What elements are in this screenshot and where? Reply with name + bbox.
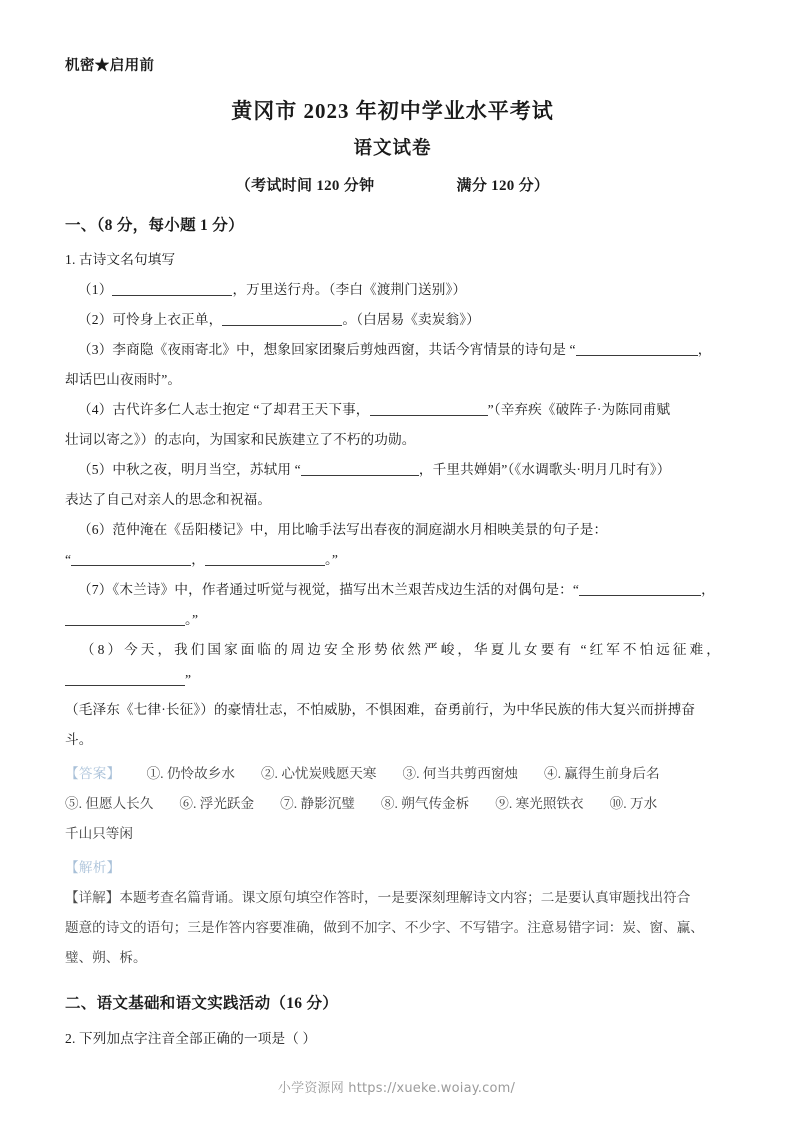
exam-duration: （考试时间 120 分钟 (235, 177, 375, 194)
item-5-suffix: ，千里共婵娟”（《水调歌头·明月几时有》） (418, 462, 671, 478)
answer-item: ③. 何当共剪西窗烛 (402, 766, 519, 782)
item-3-suffix: ， (697, 342, 712, 358)
answer-blank[interactable] (112, 281, 232, 296)
answer-item: ⑦. 静影沉璧 (280, 796, 355, 812)
answer-item: ②. 心忧炭贱愿天寒 (260, 766, 377, 782)
answer-item: ⑧. 朔气传金柝 (380, 796, 470, 812)
answer-item: ⑨. 寒光照铁衣 (495, 796, 584, 812)
question-2-stem: 2. 下列加点字注音全部正确的一项是（ ） (65, 1031, 317, 1047)
question-1-item-3 (65, 335, 720, 365)
item-4-suffix: ”（辛弃疾《破阵子·为陈同甫赋 (487, 402, 671, 418)
section-heading-two: 二、语文基础和语文实践活动（16 分） (65, 995, 339, 1013)
answer-blank[interactable] (71, 551, 191, 566)
exam-meta (65, 174, 720, 195)
question-1-item-8 (65, 635, 720, 695)
question-1-stem: 1. 古诗文名句填写 (65, 252, 176, 268)
answer-row-1 (65, 759, 720, 789)
question-1-item-7 (65, 575, 720, 605)
analysis-detail-line-3: 璧、朔、柝。 (65, 950, 147, 966)
item-6-open-quote: “ (65, 552, 72, 568)
answer-blank[interactable] (579, 581, 701, 596)
answer-blank[interactable] (301, 461, 419, 476)
question-1-item-8-line2: （毛泽东《七律·长征》）的豪情壮志，不怕威胁，不惧困难，奋勇前行，为中华民族的伟大复兴而拼搏奋 (65, 702, 696, 718)
item-6-close-quote: 。” (324, 552, 339, 568)
answer-tag: 【答案】 (65, 766, 121, 782)
question-1-item-5-line2: 表达了自己对亲人的思念和祝福。 (65, 492, 272, 508)
confidential-label: 机密★启用前 (65, 58, 155, 74)
answer-blank[interactable] (65, 611, 185, 626)
question-1-item-4 (65, 395, 720, 425)
item-3-prefix: （3）李商隐《夜雨寄北》中，想象回家团聚后剪烛西窗，共话今宵情景的诗句是 “ (78, 342, 576, 358)
item-7-line2-suffix: 。” (185, 612, 199, 628)
exam-full-marks: 满分 120 分） (456, 177, 550, 194)
question-1-item-6-blanks (65, 545, 720, 575)
item-5-prefix: （5）中秋之夜，明月当空，苏轼用 “ (78, 462, 301, 478)
answer-row-3: 千山只等闲 (65, 826, 133, 842)
item-1-suffix: ，万里送行舟。（李白《渡荆门送别》） (232, 282, 467, 298)
question-1-item-5 (65, 455, 720, 485)
page-content (65, 0, 720, 1054)
answer-item: ⑥. 浮光跃金 (179, 796, 255, 812)
analysis-text: 本题考查名篇背诵。课文原句填空作答时，一是要深刻理解诗文内容；二是要认真审题找出符合 (119, 890, 691, 906)
answer-blank[interactable] (65, 671, 185, 686)
item-2-suffix: 。（白居易《卖炭翁》） (342, 312, 480, 328)
item-7-prefix: （7）《木兰诗》中，作者通过听觉与视觉，描写出木兰艰苦戍边生活的对偶句是：“ (78, 582, 580, 598)
answer-blank[interactable] (222, 311, 342, 326)
question-1-item-3-line2: 却话巴山夜雨时”。 (65, 372, 182, 388)
question-1-item-8-line3: 斗。 (65, 732, 93, 748)
analysis-tag: 【解析】 (65, 860, 121, 876)
question-1-item-4-line2: 壮词以寄之》）的志向，为国家和民族建立了不朽的功勋。 (65, 432, 416, 448)
question-1-item-1 (65, 275, 720, 305)
item-8-suffix: ” (185, 672, 192, 688)
item-8-prefix: （8）今天，我们国家面临的周边安全形势依然严峻，华夏儿女要有 “红军不怕远征难， (78, 642, 720, 658)
item-6-separator: ， (191, 552, 205, 568)
item-4-prefix: （4）古代许多仁人志士抱定 “了却君王天下事， (78, 402, 370, 418)
answer-blank[interactable] (205, 551, 325, 566)
answer-item: ①. 仍怜故乡水 (146, 766, 235, 782)
analysis-detail-line-1 (65, 883, 720, 913)
question-1-item-2 (65, 305, 720, 335)
answer-row-2 (65, 789, 720, 819)
detail-tag: 【详解】 (65, 890, 120, 906)
answer-item: ⑩. 万水 (609, 796, 658, 812)
analysis-block (65, 853, 720, 973)
answer-blank[interactable] (370, 401, 488, 416)
item-2-prefix: （2）可怜身上衣正单， (78, 312, 223, 328)
item-1-prefix: （1） (78, 282, 113, 298)
answer-block (65, 759, 720, 849)
analysis-detail-line-2: 题意的诗文的语句；三是作答内容要准确，做到不加字、不少字、不写错字。注意易错字词：炭、窗、赢、 (65, 920, 704, 936)
item-7-suffix: ， (701, 582, 715, 598)
question-1-item-7-line2 (65, 605, 720, 635)
answer-blank[interactable] (576, 341, 698, 356)
item-6-text: （6）范仲淹在《岳阳楼记》中，用比喻手法写出春夜的洞庭湖水月相映美景的句子是： (78, 522, 608, 538)
page-subtitle: 语文试卷 (353, 138, 432, 159)
question-1-item-6 (65, 515, 720, 545)
page-title: 黄冈市 2023 年初中学业水平考试 (231, 99, 554, 124)
watermark: 小学资源网 https://xueke.woiay.com/ (277, 1081, 516, 1096)
analysis-tag-row (65, 853, 720, 883)
answer-item: ⑤. 但愿人长久 (65, 796, 154, 812)
answer-item: ④. 赢得生前身后名 (544, 766, 660, 782)
section-heading-one: 一、（8 分，每小题 1 分） (65, 216, 244, 234)
